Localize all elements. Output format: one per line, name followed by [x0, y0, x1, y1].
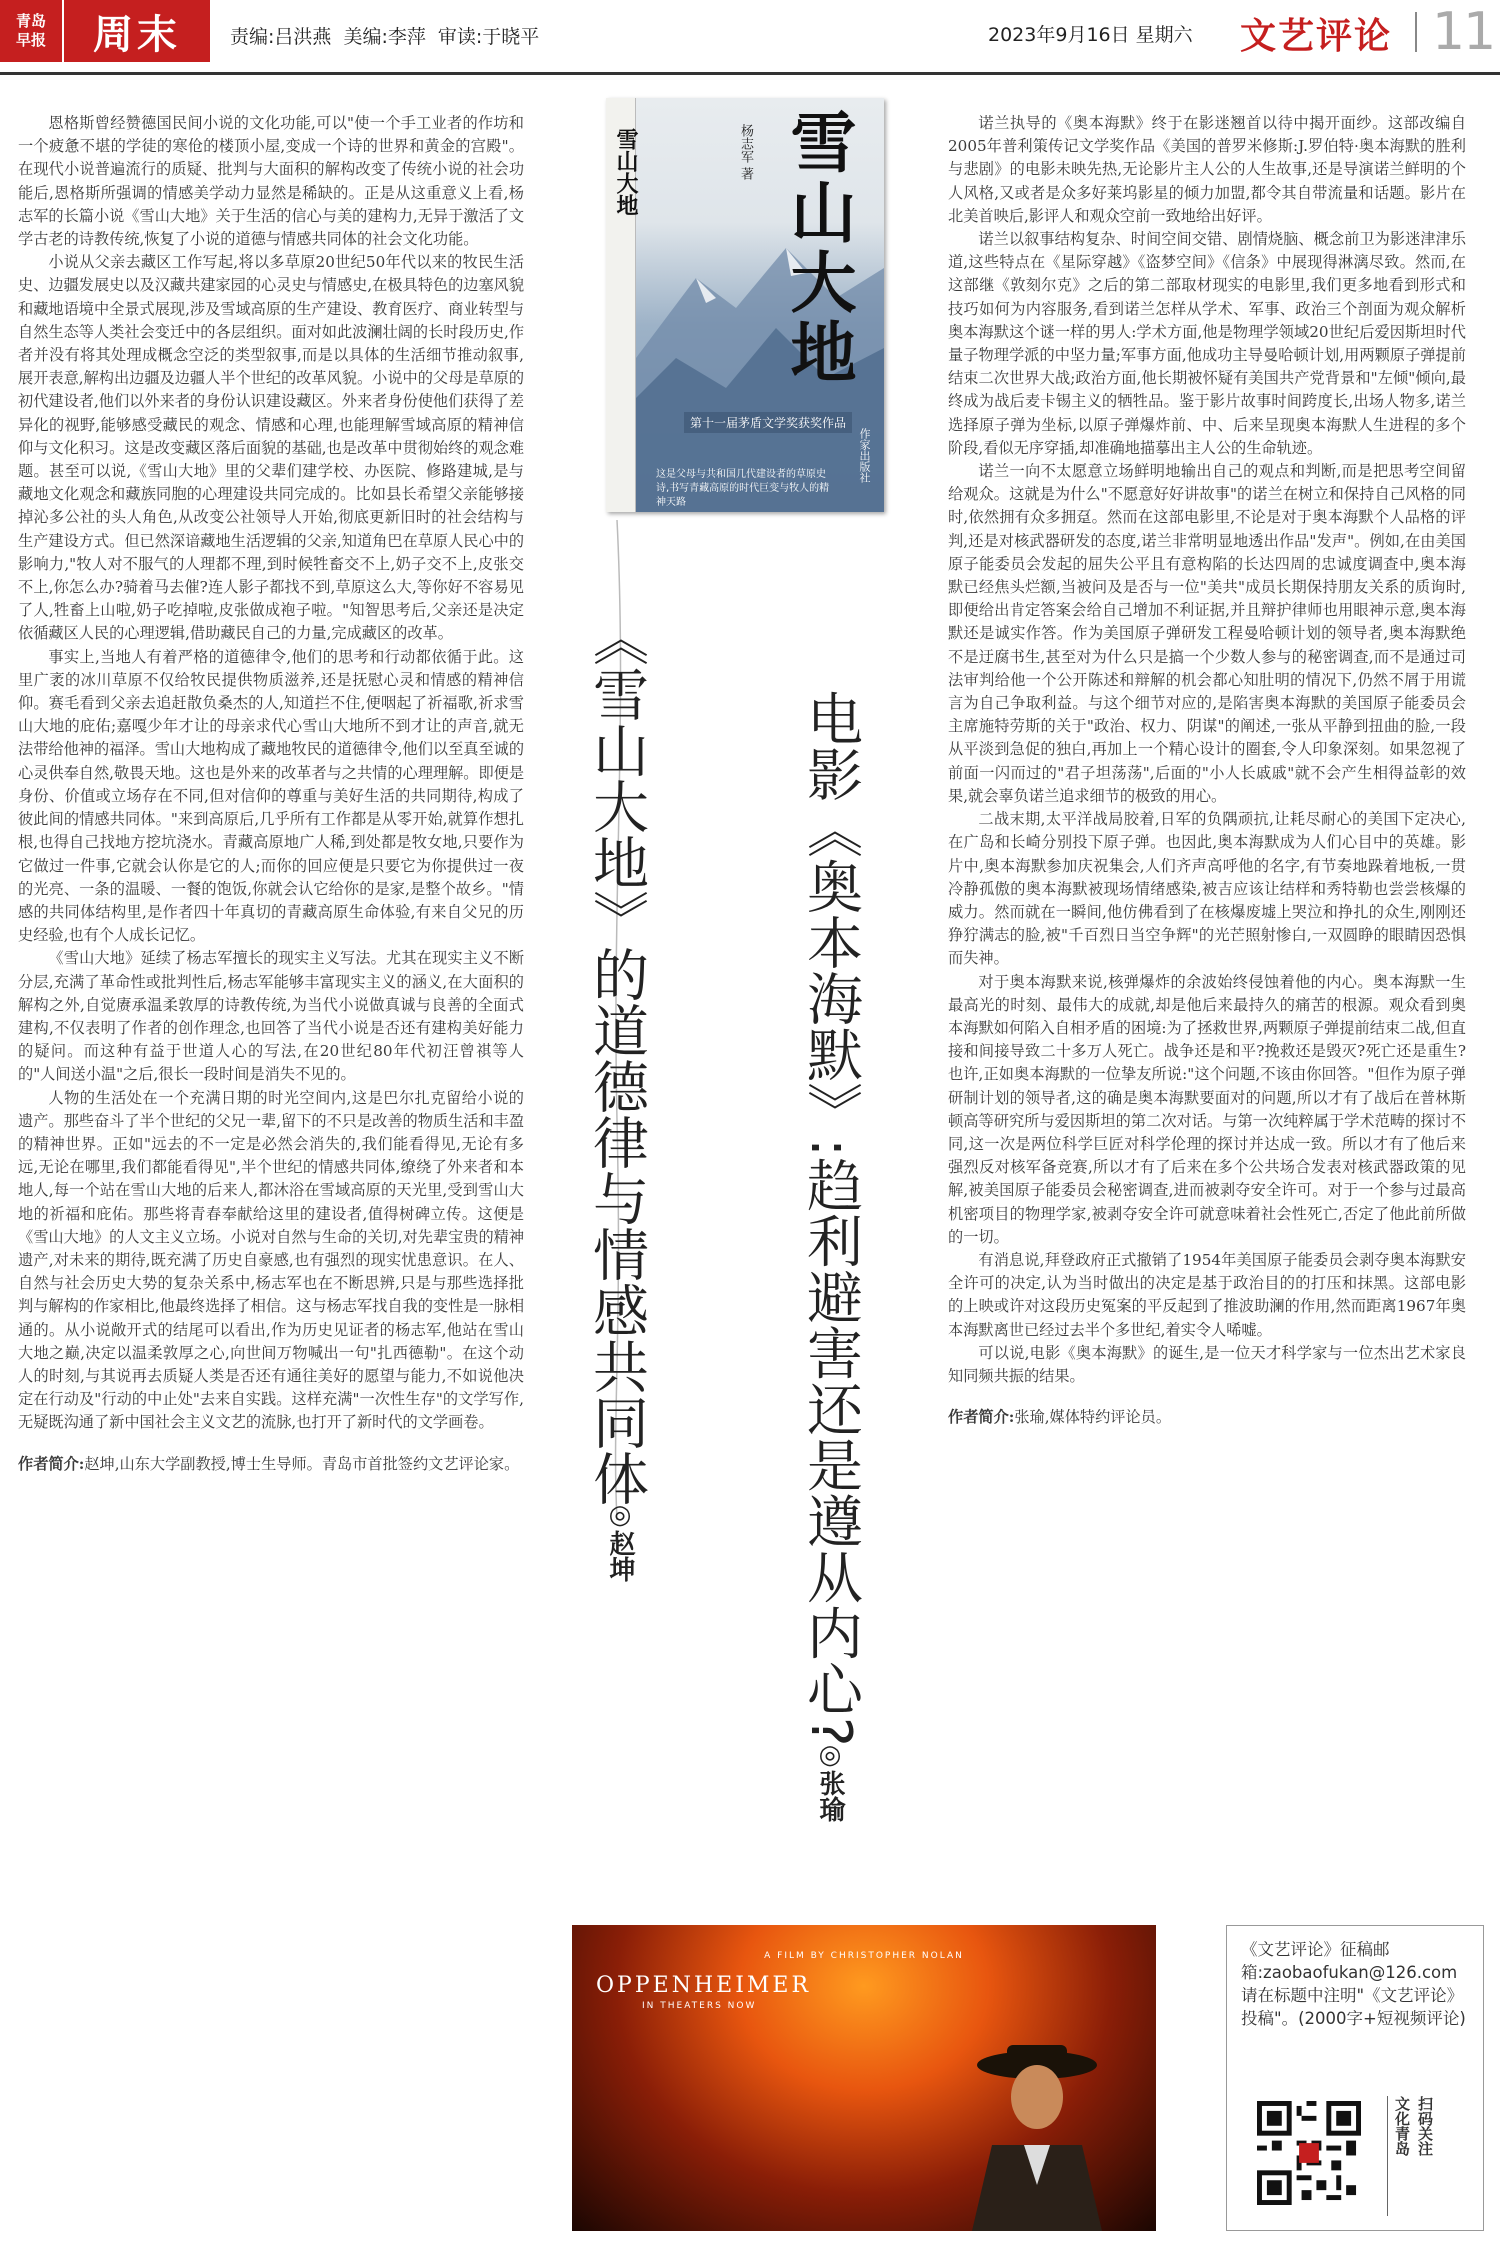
- article1-body: [18, 112, 524, 2212]
- scan-instructions: [1387, 2096, 1447, 2216]
- bio-text: 张瑜,媒体特约评论员。: [1014, 1408, 1172, 1427]
- poster-byline: A FILM BY CHRISTOPHER NOLAN: [764, 1951, 964, 1961]
- byline-author: 张瑜: [815, 1770, 845, 1822]
- newspaper-masthead: [0, 0, 210, 62]
- book-cover-image: [606, 98, 884, 512]
- book-blurb: 这是父母与共和国几代建设者的草原史诗,书写青藏高原的时代巨变与牧人的精神天路: [656, 469, 830, 508]
- byline-mark: ◎: [815, 1740, 845, 1770]
- book-title: 雪山大地: [779, 108, 856, 388]
- article2-body: [948, 112, 1466, 1902]
- qr-code-icon[interactable]: [1257, 2101, 1361, 2205]
- bio-label: 作者简介:: [948, 1408, 1015, 1427]
- editor-credits: 责编:吕洪燕 美编:李萍 审读:于晓平: [230, 26, 540, 48]
- byline-author: 赵坤: [605, 1530, 635, 1582]
- article2-title: 电影《奥本海默》:趋利避害还是遵从内心?: [798, 690, 863, 1747]
- article2-paragraph: 可以说,电影《奥本海默》的诞生,是一位天才科学家与一位杰出艺术家良知同频共振的结果。: [948, 1343, 1466, 1385]
- poster-title: OPPENHEIMER: [596, 1973, 812, 1998]
- article2-paragraph: 诺兰以叙事结构复杂、时间空间交错、剧情烧脑、概念前卫为影迷津津乐道,这些特点在《星际穿越》《盗梦空间》《信条》中展现得淋漓尽致。然而,在这部继《敦刻尔克》之后的第二部取材现实的电影里,我们更多地看到形式和技巧如何为内容服务,看到诺兰怎样从学术、军事、政治三个剖面为观众解析奥本海默这个谜一样的男人:学术方面,他是物理学领域20世纪后爱因斯坦时代量子物理学派的中坚力量;军事方面,他成功主导曼哈顿计划,用两颗原子弹提前结束二次世界大战;政治方面,他长期被怀疑有美国共产党背景和"左倾"倾向,最终成为战后麦卡锡主义的牺牲品。鉴于影片故事时间跨度长,出场人物多,诺兰选择原子弹为坐标,以原子弹爆炸前、中、后来呈现奥本海默人生进程的多个阶段,看似无序穿插,却准确地描摹出主人公的生命轨迹。: [948, 230, 1466, 457]
- byline-mark: ◎: [605, 1500, 635, 1530]
- article1-paragraph: 《雪山大地》延续了杨志军擅长的现实主义写法。尤其在现实主义不断分层,充满了革命性或批判性后,杨志军能够丰富现实主义的涵义,在大面积的解构之外,自觉赓承温柔敦厚的诗教传统,为当代小说做真诚与良善的全面式建构,不仅表明了作者的创作理念,也回答了当代小说是否还有建构美好能力的疑问。而这种有益于世道人心的写法,在20世纪80年代初汪曾祺等人的"人间送小温"之后,很长一段时间是消失不见的。: [18, 949, 524, 1084]
- scan-label-account: 文化青岛: [1393, 2096, 1411, 2156]
- article1-author-bio: [18, 1453, 524, 1476]
- header-divider: [1415, 12, 1417, 52]
- article2-byline: [812, 1740, 849, 1822]
- submission-notice: 《文艺评论》征稿邮箱:zaobaofukan@126.com 请在标题中注明"《文艺评论》投稿"。(2000字+短视频评论): [1241, 1940, 1466, 2028]
- award-badge: 第十一届茅盾文学奖获奖作品: [684, 412, 852, 433]
- poster-subtitle: IN THEATERS NOW: [642, 2001, 757, 2011]
- article1-title: 《雪山大地》的道德律与情感共同体: [584, 610, 649, 1506]
- issue-date: 2023年9月16日 星期六: [988, 24, 1193, 46]
- edition-name: 周末: [93, 10, 181, 58]
- article2-paragraph: 对于奥本海默来说,核弹爆炸的余波始终侵蚀着他的内心。奥本海默一生最高光的时刻、最伟大的成就,却是他后来最持久的痛苦的根源。观众看到奥本海默如何陷入自相矛盾的困境:为了拯救世界,两颗原子弹提前结束二战,但直接和间接导致二十多万人死亡。战争还是和平?挽救还是毁灭?死亡还是重生?也许,正如奥本海默的一位挚友所说:"这个问题,不该由你回答。"但作为原子弹研制计划的领导者,这的确是奥本海默要面对的问题,所以才有了战后在普林斯顿高等研究所与爱因斯坦的第二次对话。与第一次纯粹属于学术范畴的探讨不同,这一次是两位科学巨匠对科学伦理的探讨并达成一致。所以才有了他后来强烈反对核军备竞赛,所以才有了后来在多个公共场合发表对核武器政策的见解,被美国原子能委员会秘密调查,进而被剥夺安全许可。对于一个参与过最高机密项目的物理学家,被剥夺安全许可就意味着社会性死亡,否定了他此前所做的一切。: [948, 972, 1466, 1246]
- article1-paragraph: 事实上,当地人有着严格的道德律令,他们的思考和行动都依循于此。这里广袤的冰川草原不仅给牧民提供物质滋养,还是抚慰心灵和情感的精神信仰。赛毛看到父亲去追赶散负桑杰的人,知道拦不住,便咽起了祈福歌,祈求雪山大地的庇佑;嘉嘎少年才让的母亲求代心雪山大地所不到才让的声音,就无法带给他神的福泽。雪山大地构成了藏地牧民的道德律令,他们以至真至诚的心灵供奉自然,敬畏天地。这也是外来的改革者与之共情的心理理解。即便是身份、价值或立场存在不同,但对信仰的尊重与美好生活的共同期待,构成了彼此间的情感共同体。"来到高原后,几乎所有工作都是从零开始,就算作想扎根,也得自己找地方挖坑浇水。青藏高原地广人稀,到处都是牧女地,只要作为它做过一件事,它就会认你是它的人;而你的回应便是只要它为你提供过一夜的光亮、一条的温暖、一餐的饱饭,你就会认它给你的是家,是整个故乡。"情感的共同体结构里,是作者四十年真切的青藏高原生命体验,有来自父兄的历史经验,也有个人成长记忆。: [18, 647, 524, 945]
- publisher-name: 作家出版社: [858, 428, 871, 483]
- bio-label: 作者简介:: [18, 1454, 85, 1473]
- article1-paragraph: 恩格斯曾经赞德国民间小说的文化功能,可以"使一个手工业者的作坊和一个疲惫不堪的学徒的寒伧的楼顶小屋,变成一个诗的世界和黄金的宫殿"。在现代小说普遍流行的质疑、批判与大面积的解构改变了传统小说的社会功能后,恩格斯所强调的情感美学动力显然是稀缺的。正是从这重意义上看,杨志军的长篇小说《雪山大地》关于生活的信心与美的建构力,无异于激活了文学古老的诗教传统,恢复了小说的道德与情感共同体的社会文化功能。: [18, 114, 524, 249]
- header-rule: [0, 72, 1500, 75]
- article2-paragraph: 二战末期,太平洋战局胶着,日军的负隅顽抗,让耗尽耐心的美国下定决心,在广岛和长崎分别投下原子弹。也因此,奥本海默成为人们心目中的英雄。影片中,奥本海默参加庆祝集会,人们齐声高呼他的名字,有节奏地跺着地板,一贯冷静孤傲的奥本海默被现场情绪感染,被吉应该让结样和秀特勒也尝尝核爆的威力。然而就在一瞬间,他仿佛看到了在核爆废墟上哭泣和挣扎的众生,刚刚还狰狞满志的脸,被"千百烈日当空争辉"的光芒照射惨白,一双圆睁的眼睛因恐惧而失神。: [948, 810, 1466, 968]
- bio-text: 赵坤,山东大学副教授,博士生导师。青岛市首批签约文艺评论家。: [84, 1454, 520, 1473]
- brand-line-1: 青岛: [15, 12, 46, 30]
- article2-author-bio: [948, 1406, 1466, 1429]
- oppenheimer-poster-image: [572, 1925, 1156, 2231]
- qingdao-zaobao-logo: [0, 0, 64, 62]
- spine-title: 雪山大地: [613, 128, 638, 216]
- article1-byline: [602, 1500, 639, 1582]
- section-title: 文艺评论: [1240, 16, 1393, 57]
- call-for-submissions: [1226, 1925, 1484, 2231]
- article1-paragraph: 人物的生活处在一个充满日期的时光空间内,这是巴尔扎克留给小说的遗产。那些奋斗了半个世纪的父兄一辈,留下的不只是改善的物质生活和丰盈的精神世界。正如"远去的不一定是必然会消失的,我们能看得见,无论有多远,无论在哪里,我们都能看得见",半个世纪的情感共同体,缭绕了外来者和本地人,每一个站在雪山大地的后来人,都沐浴在雪域高原的天光里,受到雪山大地的祈福和庇佑。那些将青春奉献给这里的建设者,值得树碑立传。这便是《雪山大地》的人文主义立场。小说对自然与生命的关切,对先辈宝贵的精神遗产,对未来的期待,既充满了历史自豪感,也有强烈的现实忧患意识。在人、自然与社会历史大势的复杂关系中,杨志军也在不断思辨,只是与那些选择批判与解构的作家相比,他最终选择了相信。这与杨志军找自我的变性是一脉相通的。从小说敞开式的结尾可以看出,作为历史见证者的杨志军,他站在雪山大地之巅,决定以温柔敦厚之心,向世间万物喊出一句"扎西德勒"。在这个动人的时刻,与其说再去质疑人类是否还有通往美好的愿望与能力,不如说他决定在行动及"行动的中止处"去来自实践。这样充满"一次性生存"的文学写作,无疑既沟通了新中国社会主义文艺的流脉,也打开了新时代的文学画卷。: [18, 1088, 524, 1432]
- page-header: [0, 0, 1500, 66]
- article2-paragraph: 诺兰一向不太愿意立场鲜明地输出自己的观点和判断,而是把思考空间留给观众。这就是为什么"不愿意好好讲故事"的诺兰在树立和保持自己风格的同时,依然拥有众多拥趸。然而在这部电影里,不论是对于奥本海默个人品格的评判,还是对核武器研发的态度,诺兰非常明显地透出作品"发声"。例如,在由美国原子能委员会发起的屈失公平且有意构陷的长达四周的忠诚度调查中,奥本海默已经焦头烂额,当被问及是否与一位"美共"成员长期保持朋友关系的质询时,即便给出肯定答案会给自己增加不利证据,并且辩护律师也用眼神示意,奥本海默还是诚实作答。作为美国原子弹研发工程曼哈顿计划的领导者,奥本海默绝不是迂腐书生,甚至对为什么只是搞一个少数人参与的秘密调查,而不是通过司法审判给他一个公开陈述和辩解的机会都心知肚明的情况下,仍然不屑于用谎言为自己争取利益。与这个细节对应的,是陷害奥本海默的美国原子能委员会主席施特劳斯的关于"政治、权力、阴谋"的阐述,一张从平静到扭曲的脸,一段从平淡到急促的独白,再加上一个精心设计的圈套,令人印象深刻。如果忽视了前面一闪而过的"君子坦荡荡",后面的"小人长戚戚"就不会产生相得益彰的效果,就会辜负诺兰追求细节的极致的用心。: [948, 462, 1466, 805]
- book-author: 杨志军 著: [738, 124, 753, 181]
- scan-label-action: 扫码关注: [1416, 2096, 1434, 2156]
- article1-paragraph: 小说从父亲去藏区工作写起,将以多草原20世纪50年代以来的牧民生活史、边疆发展史以及汉藏共建家园的心灵史与情感史,在极具特色的边塞风貌和藏地语境中全景式展现,涉及雪域高原的生产建设、教育医疗、商业转型与自然生态等人类社会变迁中的各层组织。面对如此波澜壮阔的长时段历史,作者并没有将其处理成概念空泛的类型叙事,而是以具体的生活细节推动叙事,展开表意,解构出边疆及边疆人半个世纪的改革风貌。小说中的父母是草原的初代建设者,他们以外来者的身份认识建设藏区。外来者身份使他们获得了差异化的视野,能够感受藏民的观念、情感和心理,也能理解雪域高原的精神信仰与文化积习。这是改变藏区落后面貌的基础,也是改革中贯彻始终的观念难题。甚至可以说,《雪山大地》里的父辈们建学校、办医院、修路建城,是与藏地文化观念和藏族同胞的心理建设共同完成的。比如县长希望父亲能够接掉沁多公社的头人角色,从改变公社领导人开始,彻底更新旧时的社会结构与生产建设方式。但已然深谙藏地生活逻辑的父亲,知道角巴在草原人民心中的影响力,"牧人对不服气的人理都不理,到时候牲畜交不上,奶子交不上,皮张交不上,你怎么办?骑着马去催?连人影子都找不到,草原这么大,等你好不容易见了人,牲畜上山啦,奶子吃掉啦,皮张做成袍子啦。"知智思考后,父亲还是决定依循藏区人民的心理逻辑,借助藏民自己的力量,完成藏区的改革。: [18, 253, 524, 643]
- man-silhouette: [952, 2035, 1122, 2231]
- article2-paragraph: 有消息说,拜登政府正式撤销了1954年美国原子能委员会剥夺奥本海默安全许可的决定,认为当时做出的决定是基于政治目的的打压和抹黑。这部电影的上映或许对这段历史冤案的平反起到了推波助澜的作用,然而距离1967年奥本海默离世已经过去半个多世纪,着实令人唏嘘。: [948, 1250, 1466, 1339]
- article2-paragraph: 诺兰执导的《奥本海默》终于在影迷翘首以待中揭开面纱。这部改编自2005年普利策传记文学奖作品《美国的普罗米修斯:J.罗伯特·奥本海默的胜利与悲剧》的电影未映先热,无论影片主人公的人生故事,还是导演诺兰鲜明的个人风格,又或者是众多好莱坞影星的倾力加盟,都令其自带流量和话题。影片在北美首映后,影评人和观众空前一致地给出好评。: [948, 114, 1466, 225]
- brand-line-2: 早报: [15, 31, 46, 49]
- page-number: 11: [1432, 2, 1495, 62]
